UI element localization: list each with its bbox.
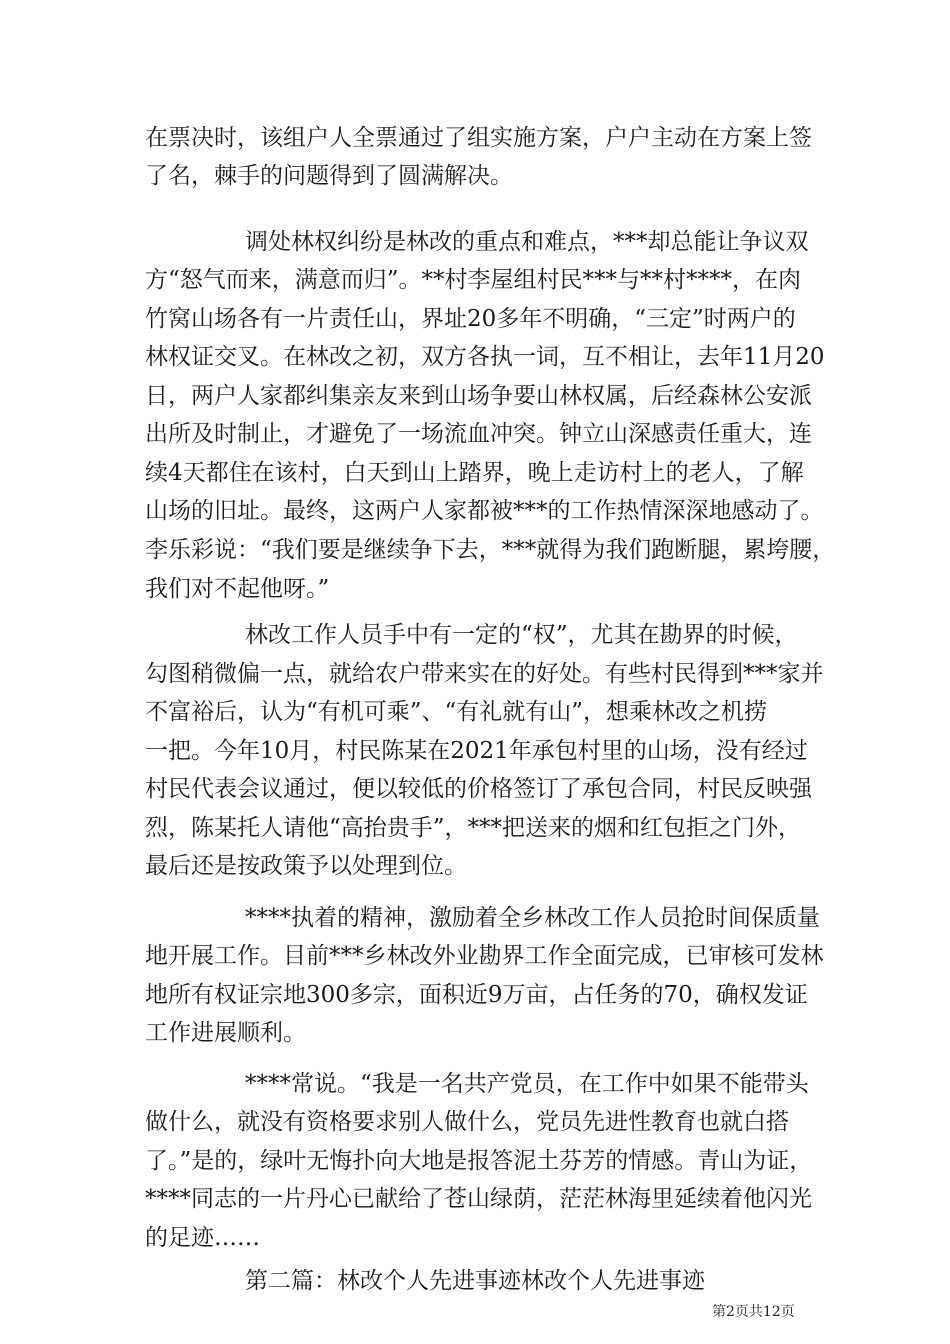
paragraph-5-line-4: ****同志的一片丹心已献给了苍山绿荫，茫茫林海里延续着他闪光: [145, 1186, 812, 1212]
paragraph-5-line-1: ****常说。“我是一名共产党员，在工作中如果不能带头: [245, 1071, 809, 1097]
paragraph-3-line-5: 村民代表会议通过，便以较低的价格签订了承包合同，村民反映强: [145, 776, 812, 802]
paragraph-4-line-3: 地所有权证宗地300多宗，面积近9万亩，占任务的70，确权发证: [145, 982, 808, 1008]
paragraph-4-line-2: 地开展工作。目前***乡林改外业勘界工作全面完成，已审核可发林: [145, 943, 824, 969]
paragraph-3-line-4: 一把。今年10月，村民陈某在2021年承包村里的山场，没有经过: [145, 738, 808, 764]
paragraph-3-line-7: 最后还是按政策予以处理到位。: [145, 853, 467, 879]
paragraph-3-line-3: 不富裕后，认为“有机可乘”、“有礼就有山”，想乘林改之机捞: [145, 699, 768, 725]
paragraph-5-line-5: 的足迹……: [145, 1225, 260, 1251]
paragraph-2-line-4: 林权证交叉。在林改之初，双方各执一词，互不相让，去年11月20: [145, 344, 825, 370]
paragraph-5-line-3: 了。”是的，绿叶无悔扑向大地是报答泥土芬芳的情感。青山为证，: [145, 1148, 813, 1174]
paragraph-2-line-2: 方“怒气而来，满意而归”。**村李屋组村民***与**村****，在肉: [145, 267, 802, 293]
paragraph-4-line-4: 工作进展顺利。: [145, 1020, 306, 1046]
paragraph-3-line-6: 烈，陈某托人请他“高抬贵手”，***把送来的烟和红包拒之门外，: [145, 815, 802, 841]
paragraph-2-line-1: 调处林权纠纷是林改的重点和难点，***却总能让争议双: [245, 229, 809, 255]
paragraph-5-line-2: 做什么，就没有资格要求别人做什么，党员先进性教育也就白搭: [145, 1109, 789, 1135]
paragraph-2-line-8: 山场的旧址。最终，这两户人家都被***的工作热情深深地感动了。: [145, 498, 824, 524]
paragraph-2-line-7: 续4天都住在该村，白天到山上踏界，晚上走访村上的老人，了解: [145, 460, 804, 486]
paragraph-1-line-1: 在票决时，该组户人全票通过了组实施方案，户户主动在方案上签: [145, 125, 812, 151]
paragraph-3-line-2: 勾图稍微偏一点，就给农户带来实在的好处。有些村民得到***家并: [145, 661, 824, 687]
paragraph-3-line-1: 林改工作人员手中有一定的“权”，尤其在勘界的时候，: [245, 622, 798, 648]
section-title: 第二篇：林改个人先进事迹林改个人先进事迹: [245, 1268, 705, 1294]
paragraph-1-line-2: 了名，棘手的问题得到了圆满解决。: [145, 163, 513, 189]
page-number-footer: 第2页共12页: [712, 1304, 795, 1320]
paragraph-4-line-1: ****执着的精神，激励着全乡林改工作人员抢时间保质量: [245, 905, 820, 931]
paragraph-2-line-3: 竹窝山场各有一片责任山，界址20多年不明确，“三定”时两户的: [145, 306, 796, 332]
paragraph-2-line-9: 李乐彩说：“我们要是继续争下去，***就得为我们跑断腿，累垮腰，: [145, 537, 836, 563]
paragraph-2-line-5: 日，两户人家都纠集亲友来到山场争要山林权属，后经森林公安派: [145, 383, 812, 409]
paragraph-2-line-10: 我们对不起他呀。”: [145, 576, 330, 602]
paragraph-2-line-6: 出所及时制止，才避免了一场流血冲突。钟立山深感责任重大，连: [145, 421, 812, 447]
